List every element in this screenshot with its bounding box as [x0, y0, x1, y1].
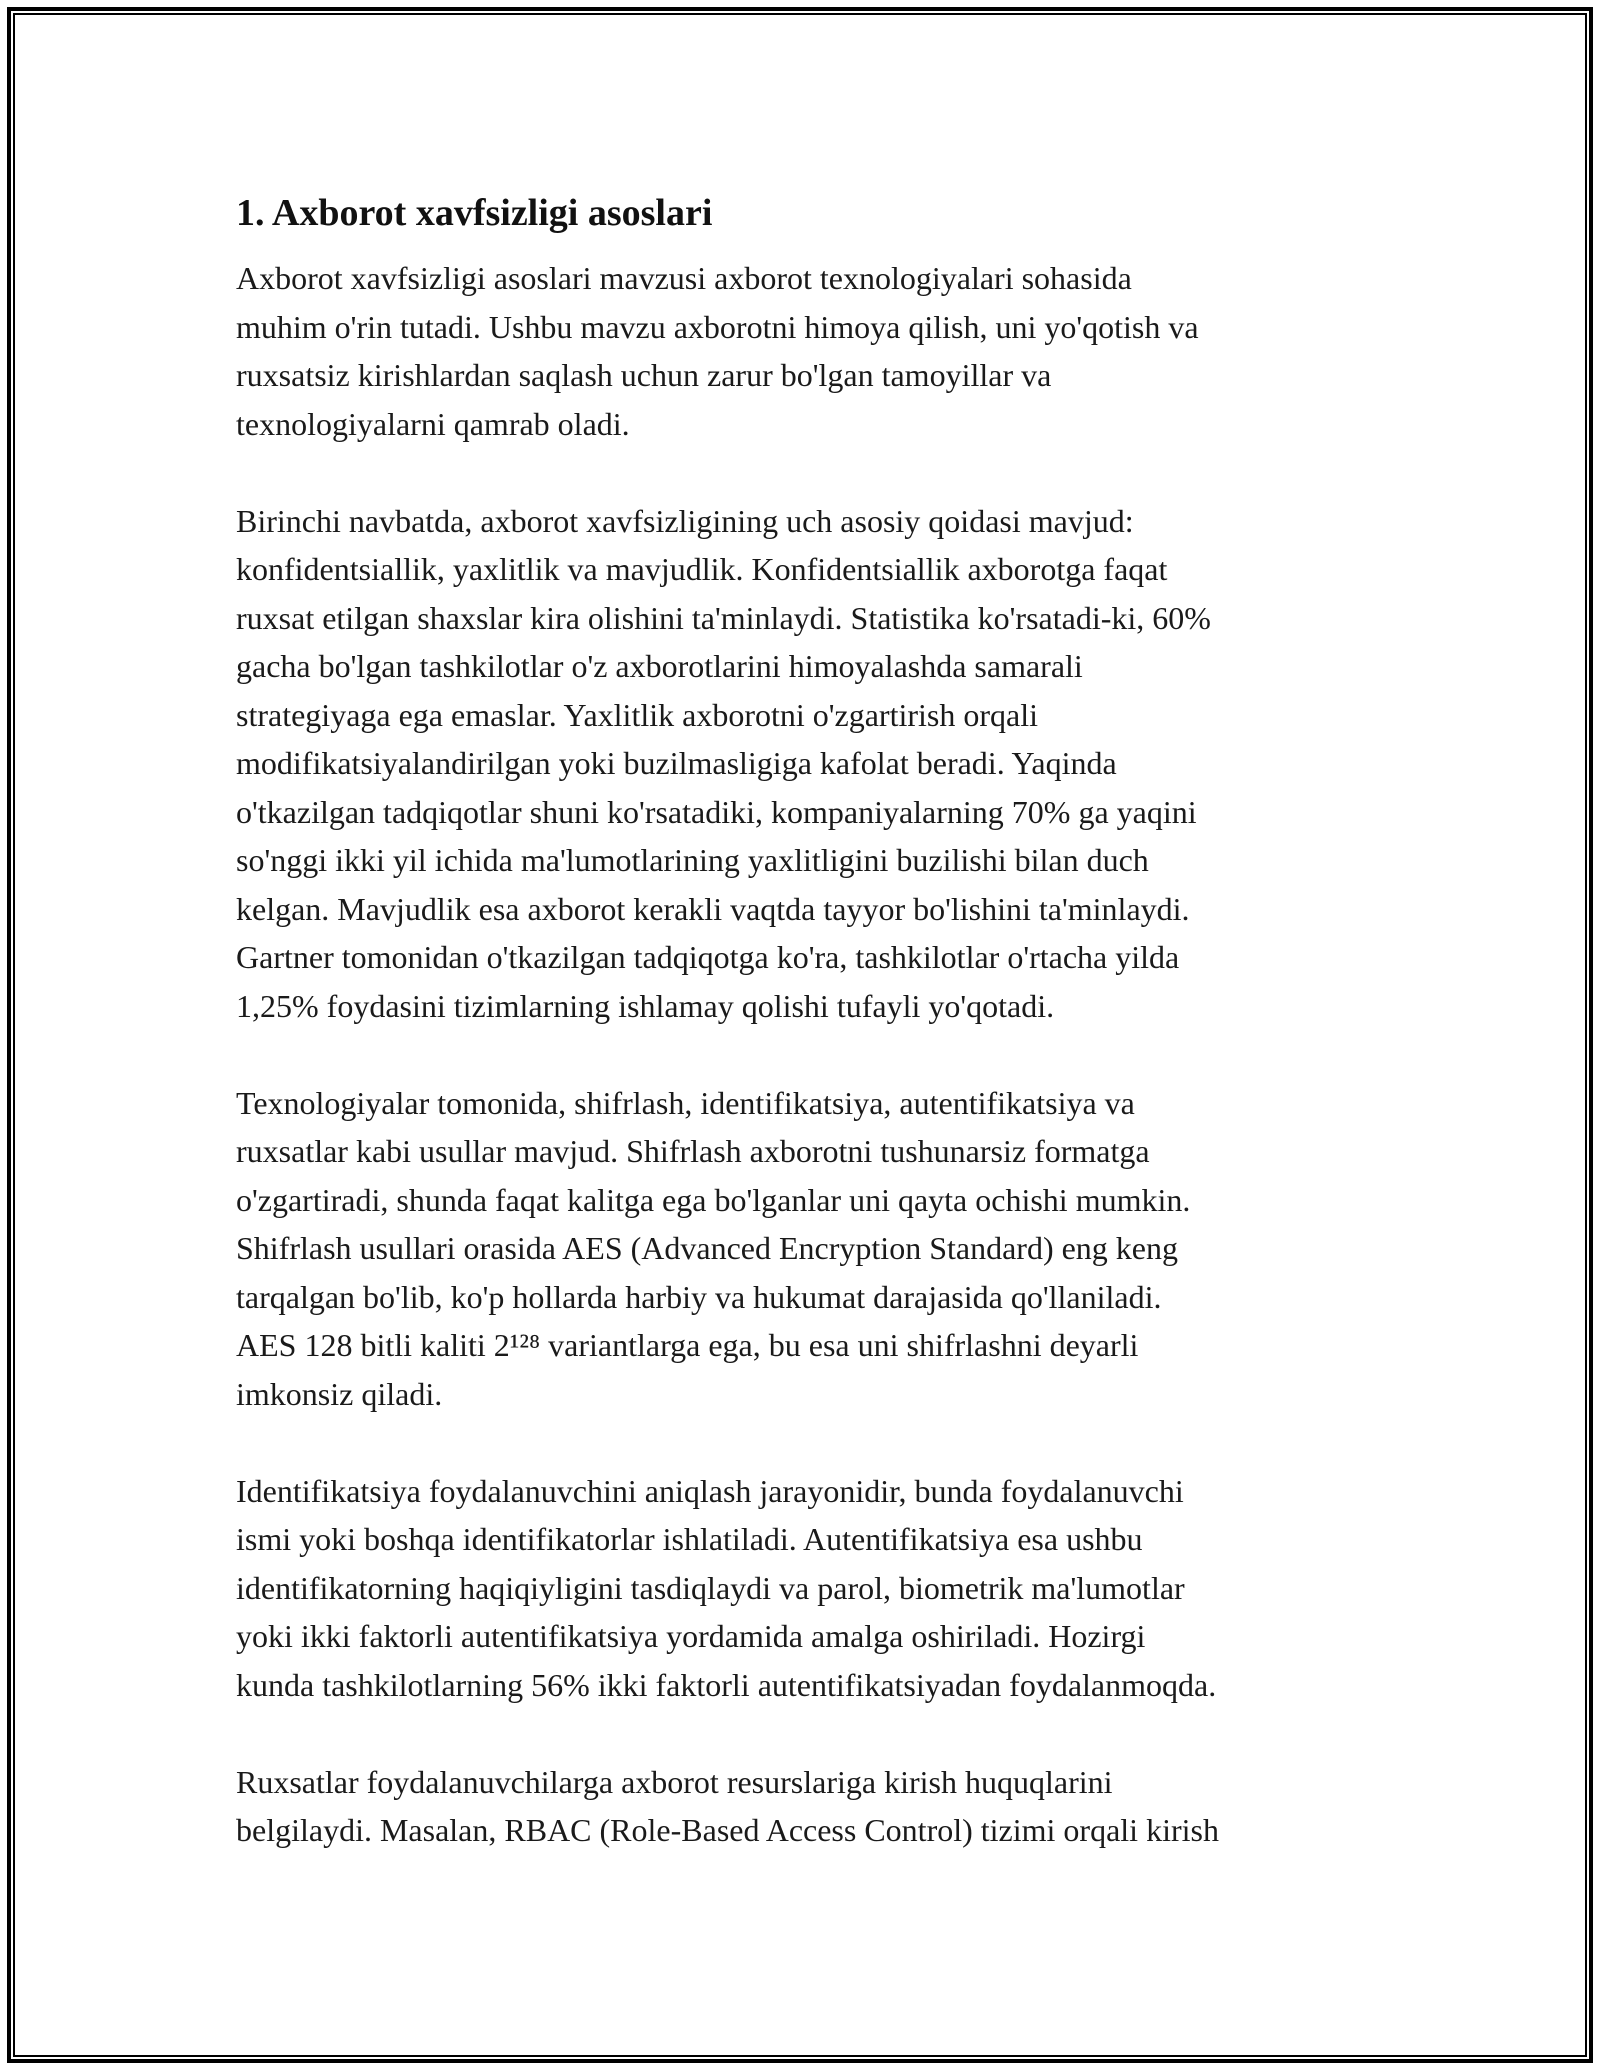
paragraph-identification: Identifikatsiya foydalanuvchini aniqlash jarayonidir, bunda foydalanuvchi ismi yoki boshqa identifikatorlar ishlatiladi. Autentifikatsiya esa ushbu identifikatorning haqiqiyligini tasdiqlaydi va parol, biometrik ma'lumotlar yoki ikki faktorli autentifikatsiya yordamida amalga oshiriladi. Hozirgi kunda tashkilotlarning 56% ikki faktorli autentifikatsiyadan foydalanmoqda.: [236, 1472, 1217, 1703]
document-body: [236, 186, 1366, 1903]
paragraph-permissions: Ruxsatlar foydalanuvchilarga axborot resurslariga kirish huquqlarini belgilaydi. Masalan, RBAC (Role-Based Access Control) tizimi orqali kirish: [236, 1763, 1219, 1848]
paragraph-technologies: Texnologiyalar tomonida, shifrlash, identifikatsiya, autentifikatsiya va ruxsatlar kabi usullar mavjud. Shifrlash axborotni tushunarsiz formatga o'zgartiradi, shunda faqat kalitga ega bo'lganlar uni qayta ochishi mumkin. Shifrlash usullari orasida AES (Advanced Encryption Standard) eng keng tarqalgan bo'lib, ko'p hollarda harbiy va hukumat darajasida qo'llaniladi. AES 128 bitli kaliti 2¹²⁸ variantlarga ega, bu esa uni shifrlashni deyarli imkonsiz qiladi.: [236, 1084, 1191, 1412]
section-heading: 1. Axborot xavfsizligi asoslari: [236, 192, 713, 234]
paragraph-principles: Birinchi navbatda, axborot xavfsizligining uch asosiy qoidasi mavjud: konfidentsiallik, yaxlitlik va mavjudlik. Konfidentsiallik axborotga faqat ruxsat etilgan shaxslar kira olishini ta'minlaydi. Statistika ko'rsatadi-ki, 60% gacha bo'lgan tashkilotlar o'z axborotlarini himoyalashda samarali strategiyaga ega emaslar. Yaxlitlik axborotni o'zgartirish orqali modifikatsiyalandirilgan yoki buzilmasligiga kafolat beradi. Yaqinda o'tkazilgan tadqiqotlar shuni ko'rsatadiki, kompaniyalarning 70% ga yaqini so'nggi ikki yil ichida ma'lumotlarining yaxlitligini buzilishi bilan duch kelgan. Mavjudlik esa axborot kerakli vaqtda tayyor bo'lishini ta'minlaydi. Gartner tomonidan o'tkazilgan tadqiqotga ko'ra, tashkilotlar o'rtacha yilda 1,25% foydasini tizimlarning ishlamay qolishi tufayli yo'qotadi.: [236, 502, 1211, 1024]
paragraph-intro: Axborot xavfsizligi asoslari mavzusi axborot texnologiyalari sohasida muhim o'rin tutadi. Ushbu mavzu axborotni himoya qilish, uni yo'qotish va ruxsatsiz kirishlardan saqlash uchun zarur bo'lgan tamoyillar va texnologiyalarni qamrab oladi.: [236, 260, 1199, 442]
